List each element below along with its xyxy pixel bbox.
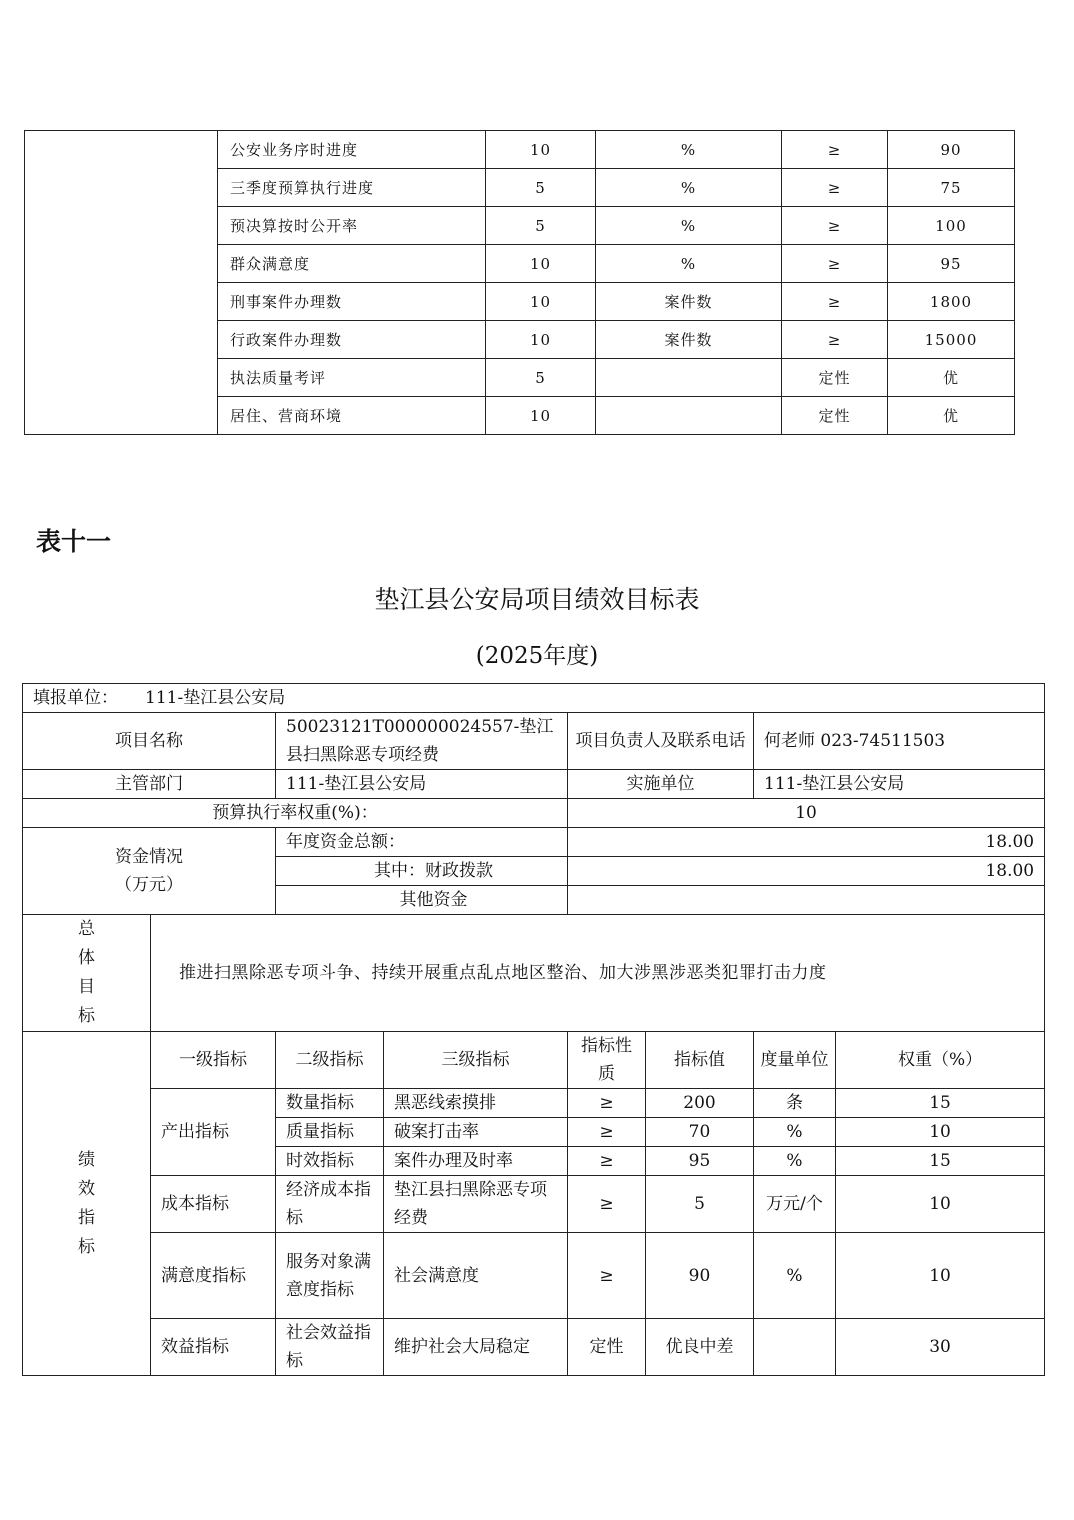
- header-value: 指标值: [646, 1032, 754, 1089]
- indicator-row: [23, 1089, 1045, 1118]
- indicator-weight: 5: [486, 169, 596, 207]
- indicator-nature: ≥: [782, 321, 888, 359]
- indicator-value: 200: [646, 1089, 754, 1118]
- indicator-name: 公安业务序时进度: [218, 131, 486, 169]
- dept-label: 主管部门: [23, 770, 276, 799]
- indicator-unit: %: [596, 207, 782, 245]
- indicator-nature: 定性: [782, 397, 888, 435]
- overall-goal-label-char: 目: [78, 977, 95, 997]
- fill-unit-cell: [23, 684, 1045, 713]
- level2-indicator: 时效指标: [276, 1147, 384, 1176]
- level3-indicator: 破案打击率: [384, 1118, 568, 1147]
- indicator-name: 群众满意度: [218, 245, 486, 283]
- indicator-value: 100: [888, 207, 1015, 245]
- indicator-value: 优: [888, 359, 1015, 397]
- performance-indicator-label: [23, 1032, 151, 1376]
- indicator-value: 优良中差: [646, 1319, 754, 1376]
- level3-indicator: 维护社会大局稳定: [384, 1319, 568, 1376]
- previous-indicator-table: [24, 130, 1015, 435]
- indicator-nature: ≥: [568, 1233, 646, 1319]
- indicator-weight: 10: [486, 245, 596, 283]
- indicator-nature: 定性: [782, 359, 888, 397]
- indicator-nature: ≥: [568, 1118, 646, 1147]
- overall-goal-text: 推进扫黑除恶专项斗争、持续开展重点乱点地区整治、加大涉黑涉恶类犯罪打击力度: [151, 915, 1045, 1032]
- indicator-unit: [596, 359, 782, 397]
- dept-value: 111-垫江县公安局: [276, 770, 568, 799]
- header-level2: 二级指标: [276, 1032, 384, 1089]
- indicator-name: 居住、营商环境: [218, 397, 486, 435]
- indicator-weight: 10: [836, 1118, 1045, 1147]
- indicator-nature: ≥: [782, 131, 888, 169]
- performance-indicator-label-char: 标: [78, 1236, 95, 1257]
- indicator-weight: 10: [836, 1176, 1045, 1233]
- indicator-weight: 5: [486, 359, 596, 397]
- indicator-weight: 30: [836, 1319, 1045, 1376]
- indicator-unit: [596, 397, 782, 435]
- indicator-weight: 10: [836, 1233, 1045, 1319]
- indicator-unit: %: [596, 245, 782, 283]
- project-name-label: 项目名称: [23, 713, 276, 770]
- indicator-name: 行政案件办理数: [218, 321, 486, 359]
- header-level3: 三级指标: [384, 1032, 568, 1089]
- other-funds-value: [568, 886, 1045, 915]
- indicator-unit: %: [596, 131, 782, 169]
- indicator-name: 刑事案件办理数: [218, 283, 486, 321]
- indicator-unit: 案件数: [596, 283, 782, 321]
- level3-indicator: 社会满意度: [384, 1233, 568, 1319]
- indicator-value: 15000: [888, 321, 1015, 359]
- impl-unit-value: 111-垫江县公安局: [754, 770, 1045, 799]
- fill-unit-value: 111-垫江县公安局: [145, 688, 286, 708]
- indicator-value: 70: [646, 1118, 754, 1147]
- fiscal-allocation-label: 其中：财政拨款: [276, 857, 568, 886]
- indicator-nature: ≥: [782, 283, 888, 321]
- indicator-value: 95: [646, 1147, 754, 1176]
- indicator-weight: 15: [836, 1147, 1045, 1176]
- previous-indicator-group-cell: [25, 131, 218, 435]
- fill-unit-label: 填报单位：: [33, 688, 118, 708]
- header-nature: 指标性质: [568, 1032, 646, 1089]
- indicator-unit: %: [754, 1147, 836, 1176]
- indicator-name: 执法质量考评: [218, 359, 486, 397]
- indicator-value: 90: [646, 1233, 754, 1319]
- indicator-unit: %: [754, 1233, 836, 1319]
- budget-rate-value: 10: [568, 799, 1045, 828]
- funds-label: [23, 828, 276, 915]
- indicator-weight: 10: [486, 131, 596, 169]
- level2-indicator: 社会效益指标: [276, 1319, 384, 1376]
- indicator-nature: ≥: [568, 1089, 646, 1118]
- table-label: 表十一: [36, 527, 112, 556]
- indicator-nature: 定性: [568, 1319, 646, 1376]
- previous-indicator-row: [25, 131, 1015, 169]
- indicator-value: 优: [888, 397, 1015, 435]
- performance-target-table: [22, 683, 1045, 1376]
- header-level1: 一级指标: [151, 1032, 276, 1089]
- indicator-nature: ≥: [782, 245, 888, 283]
- indicator-value: 75: [888, 169, 1015, 207]
- funds-label-line2: （万元）: [115, 875, 183, 895]
- contact-value: 何老师 023-74511503: [754, 713, 1045, 770]
- indicator-weight: 10: [486, 321, 596, 359]
- funds-label-line1: 资金情况: [115, 847, 183, 867]
- indicator-unit: 案件数: [596, 321, 782, 359]
- performance-indicator-label-char: 绩: [78, 1149, 95, 1170]
- indicator-value: 5: [646, 1176, 754, 1233]
- indicator-nature: ≥: [568, 1147, 646, 1176]
- level3-indicator: 案件办理及时率: [384, 1147, 568, 1176]
- indicator-weight: 10: [486, 397, 596, 435]
- indicator-weight: 15: [836, 1089, 1045, 1118]
- indicator-name: 预决算按时公开率: [218, 207, 486, 245]
- level2-indicator: 经济成本指标: [276, 1176, 384, 1233]
- indicator-nature: ≥: [568, 1176, 646, 1233]
- level1-indicator: 满意度指标: [151, 1233, 276, 1319]
- level1-indicator: 成本指标: [151, 1176, 276, 1233]
- performance-indicator-label-char: 指: [78, 1207, 95, 1228]
- level2-indicator: 数量指标: [276, 1089, 384, 1118]
- indicator-nature: ≥: [782, 207, 888, 245]
- indicator-nature: ≥: [782, 169, 888, 207]
- indicator-unit: %: [596, 169, 782, 207]
- project-name-value: 50023121T000000024557-垫江县扫黑除恶专项经费: [276, 713, 568, 770]
- performance-indicator-label-char: 效: [78, 1178, 95, 1199]
- indicator-unit: 条: [754, 1089, 836, 1118]
- impl-unit-label: 实施单位: [568, 770, 754, 799]
- indicator-weight: 5: [486, 207, 596, 245]
- overall-goal-label-char: 总: [78, 919, 95, 939]
- level1-indicator: 产出指标: [151, 1089, 276, 1176]
- indicator-weight: 10: [486, 283, 596, 321]
- annual-total-label: 年度资金总额：: [276, 828, 568, 857]
- level3-indicator: 垫江县扫黑除恶专项经费: [384, 1176, 568, 1233]
- indicator-row: [23, 1233, 1045, 1319]
- fiscal-allocation-value: 18.00: [568, 857, 1045, 886]
- contact-label: 项目负责人及联系电话: [568, 713, 754, 770]
- overall-goal-label: [23, 915, 151, 1032]
- header-weight: 权重（%）: [836, 1032, 1045, 1089]
- indicator-unit: 万元/个: [754, 1176, 836, 1233]
- indicator-value: 95: [888, 245, 1015, 283]
- annual-total-value: 18.00: [568, 828, 1045, 857]
- indicator-row: [23, 1319, 1045, 1376]
- level1-indicator: 效益指标: [151, 1319, 276, 1376]
- indicator-row: [23, 1176, 1045, 1233]
- indicator-name: 三季度预算执行进度: [218, 169, 486, 207]
- level2-indicator: 质量指标: [276, 1118, 384, 1147]
- overall-goal-label-char: 体: [78, 948, 95, 968]
- indicator-unit: [754, 1319, 836, 1376]
- other-funds-label: 其他资金: [276, 886, 568, 915]
- overall-goal-label-char: 标: [78, 1006, 95, 1026]
- level3-indicator: 黑恶线索摸排: [384, 1089, 568, 1118]
- header-unit: 度量单位: [754, 1032, 836, 1089]
- document-year: (2025年度): [475, 643, 599, 669]
- indicator-unit: %: [754, 1118, 836, 1147]
- indicator-value: 1800: [888, 283, 1015, 321]
- level2-indicator: 服务对象满意度指标: [276, 1233, 384, 1319]
- document-title: 垫江县公安局项目绩效目标表: [374, 585, 700, 614]
- indicator-value: 90: [888, 131, 1015, 169]
- budget-rate-label: 预算执行率权重(%)：: [23, 799, 568, 828]
